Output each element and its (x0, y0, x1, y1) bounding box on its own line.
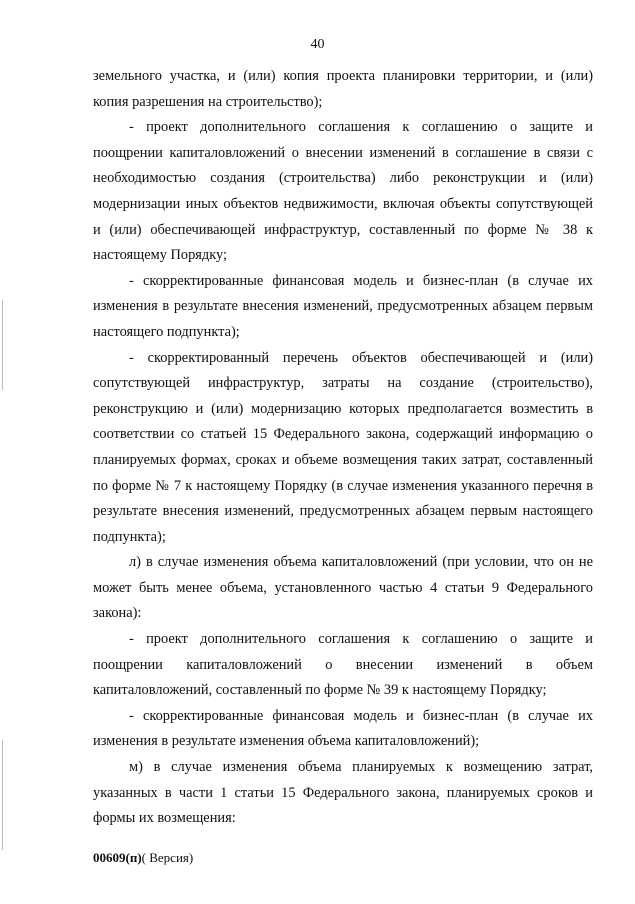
paragraph: - скорректированный перечень объектов обеспечивающей и (или) сопутствующей инфраструктур, затраты на создание (строительство), реконструкцию и (или) модернизацию которых предполагается возместить в соответствии со статьей 15 Федерального закона, содержащий информацию о планируемых формах, сроках и объеме возмещения таких затрат, составленный по форме № 7 к настоящему Порядку (в случае изменения указанного перечня в результате внесения изменений, предусмотренных абзацем первым настоящего подпункта); (93, 349, 593, 545)
page-number: 40 (310, 37, 325, 52)
paragraph: - проект дополнительного соглашения к соглашению о защите и поощрении капиталовложений о внесении изменений в соглашение в связи с необходимостью создания (строительства) либо реконструкции и (или) модернизации иных объектов недвижимости, включая объекты сопутствующей и (или) обеспечивающей инфраструктур, составленный по форме № 38 к настоящему Порядку; (93, 119, 593, 264)
scan-edge-mark (2, 300, 3, 390)
scan-edge-mark (2, 740, 3, 850)
version-label: ( Версия) (141, 850, 194, 865)
paragraph: - проект дополнительного соглашения к соглашению о защите и поощрении капиталовложений о внесении изменений в объем капиталовложений, составленный по форме № 39 к настоящему Порядку; (93, 631, 593, 699)
document-code: 00609(п) (93, 850, 142, 865)
document-body (93, 64, 593, 832)
paragraph: земельного участка, и (или) копия проекта планировки территории, и (или) копия разрешения на строительство); (93, 68, 593, 110)
paragraph: м) в случае изменения объема планируемых к возмещению затрат, указанных в части 1 статьи 15 Федерального закона, планируемых сроков и формы их возмещения: (93, 759, 593, 827)
paragraph: - скорректированные финансовая модель и бизнес-план (в случае их изменения в результате внесения изменений, предусмотренных абзацем первым настоящего подпункта); (93, 272, 593, 340)
paragraph: - скорректированные финансовая модель и бизнес-план (в случае их изменения в результате изменения объема капиталовложений); (93, 707, 593, 750)
document-footer (93, 850, 193, 866)
paragraph: л) в случае изменения объема капиталовложений (при условии, что он не может быть менее объема, установленного частью 4 статьи 9 Федерального закона): (93, 554, 593, 622)
